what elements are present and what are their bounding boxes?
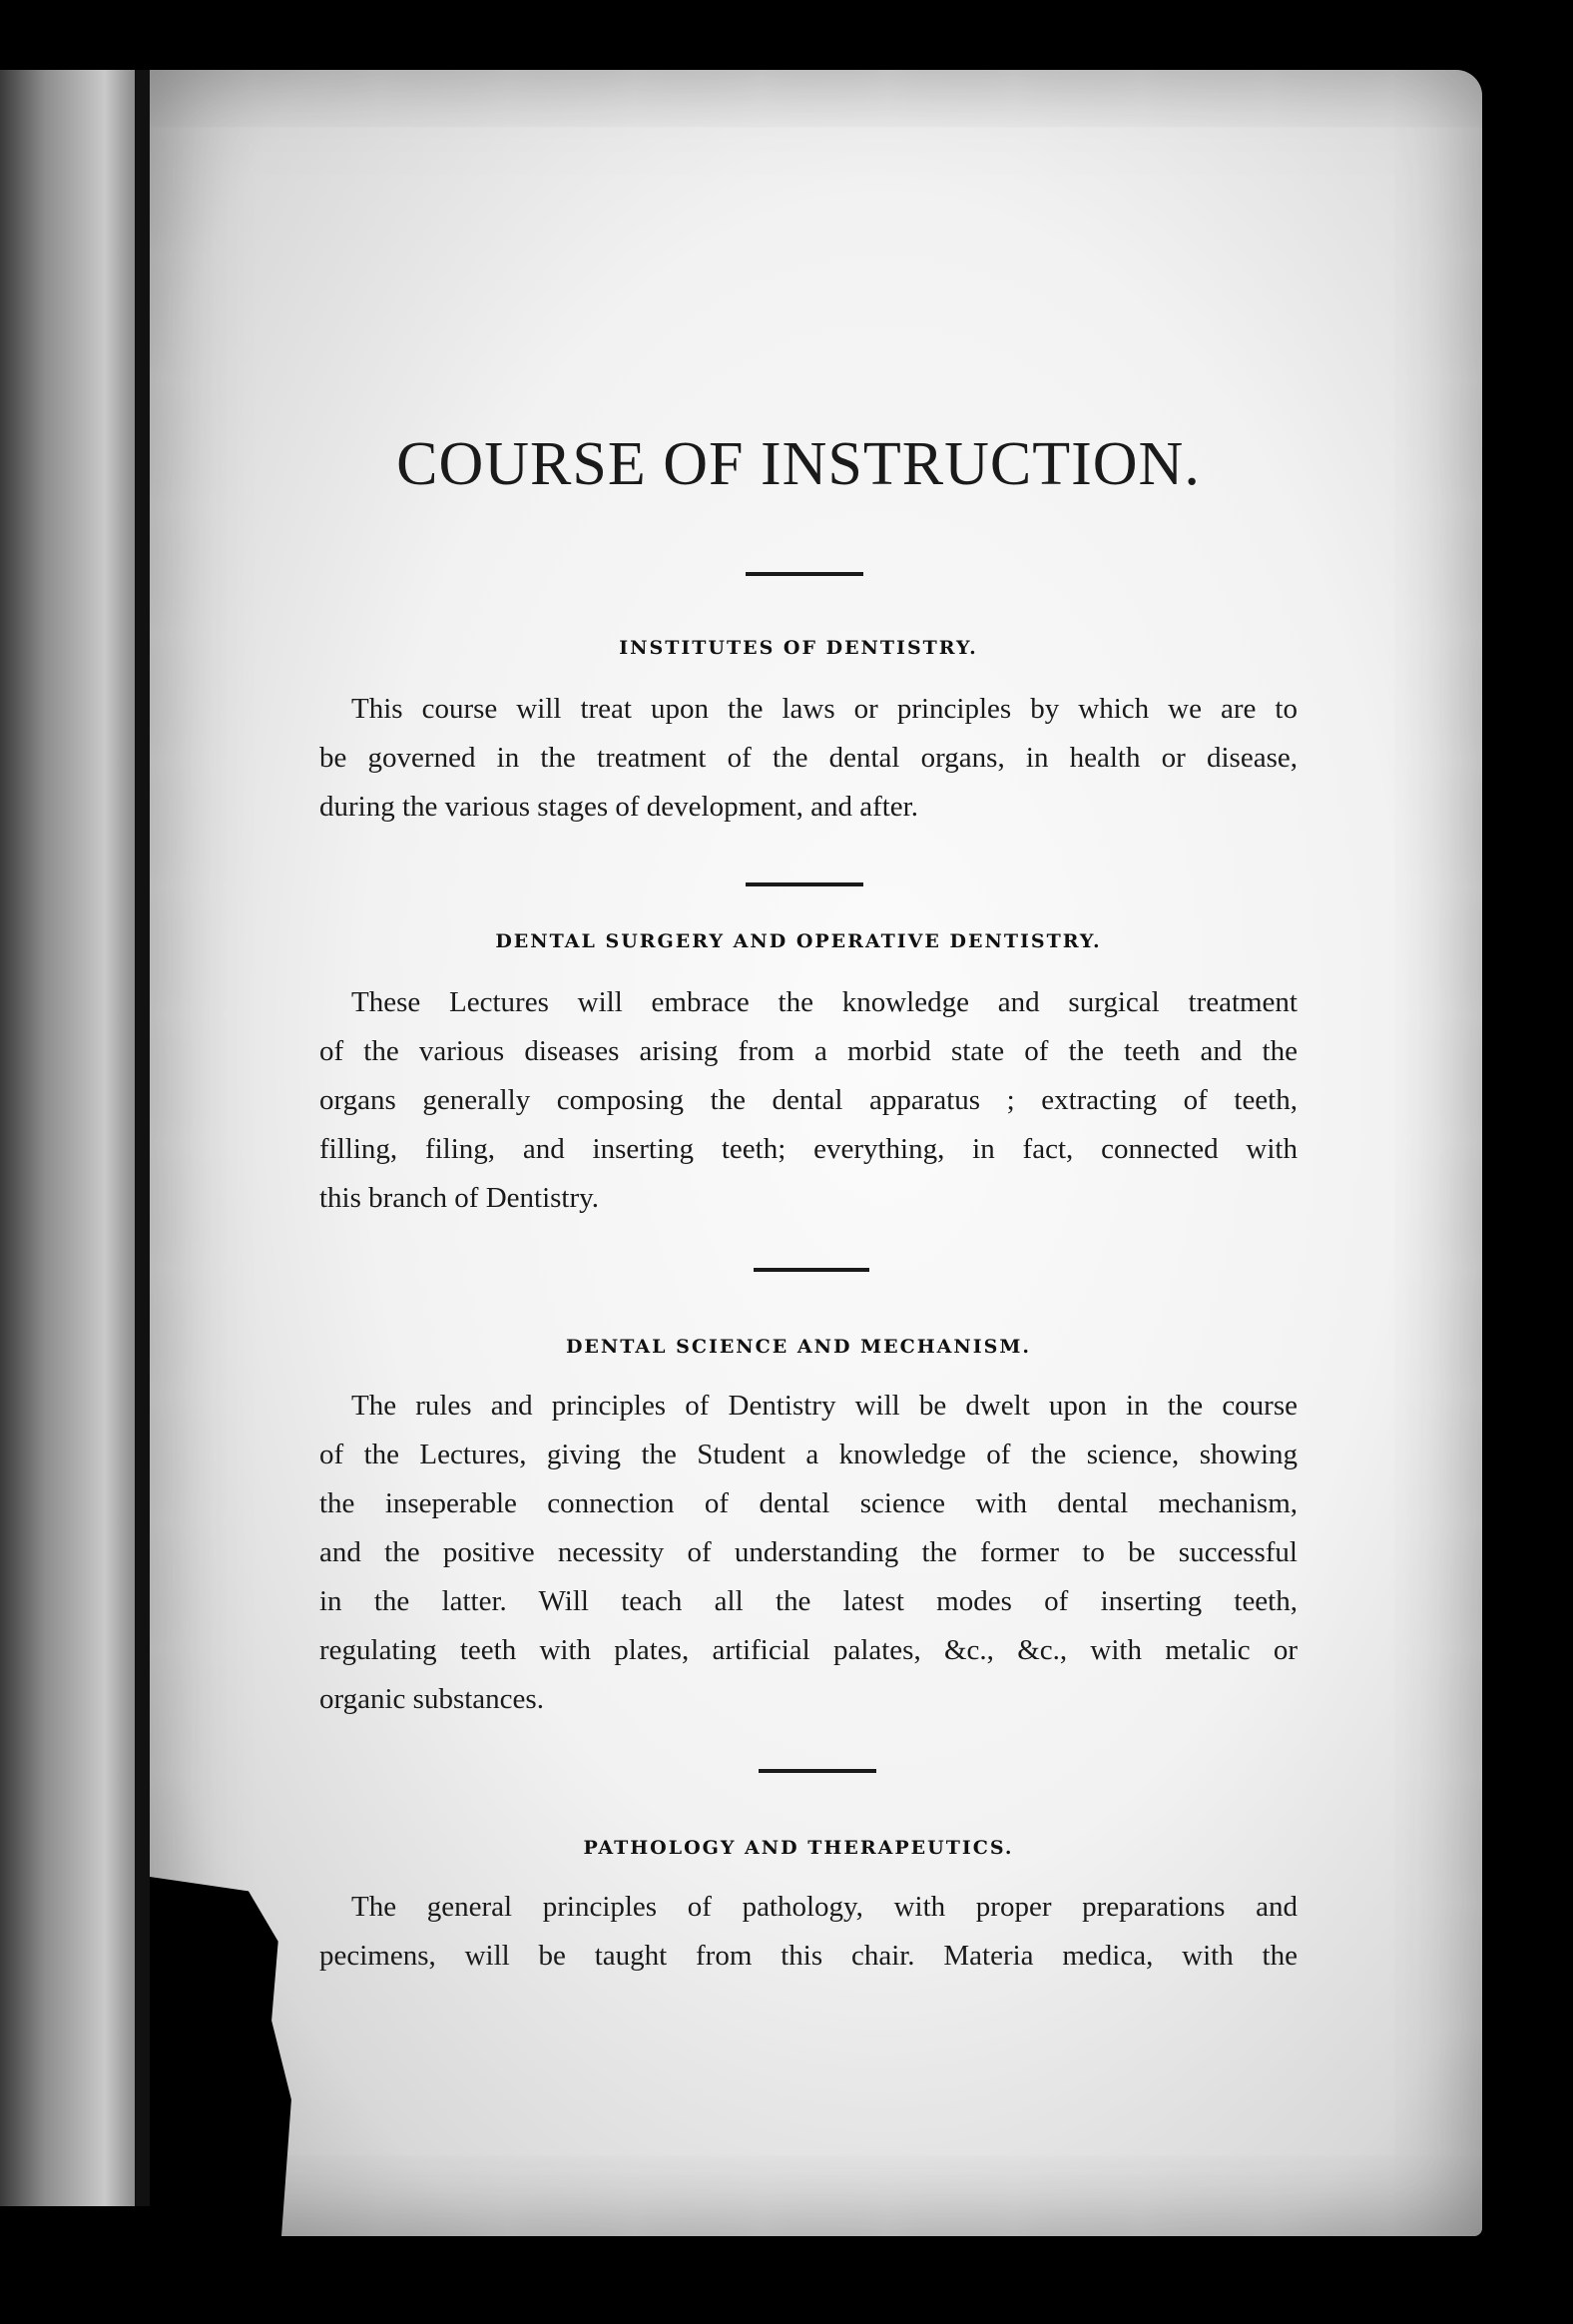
divider-rule: [746, 882, 863, 886]
section-heading-dental-science: DENTAL SCIENCE AND MECHANISM.: [565, 1336, 1032, 1358]
section-body-dental-science: [319, 1382, 1298, 1724]
page-title: COURSE OF INSTRUCTION.: [396, 430, 1201, 498]
text-line: regulating teeth with plates, artificial palates, &c., &c., with metalic or: [319, 1634, 1298, 1666]
text-line: organs generally composing the dental apparatus ; extracting of teeth,: [319, 1084, 1298, 1116]
section-body-pathology: [319, 1883, 1298, 1981]
section-heading-institutes: INSTITUTES OF DENTISTRY.: [619, 637, 978, 659]
text-line: filling, filing, and inserting teeth; everything, in fact, connected with: [319, 1133, 1298, 1165]
text-line: The rules and principles of Dentistry will be dwelt upon in the course: [351, 1390, 1298, 1422]
text-line: organic substances.: [319, 1683, 544, 1715]
text-line: of the Lectures, giving the Student a knowledge of the science, showing: [319, 1439, 1298, 1470]
text-line: These Lectures will embrace the knowledge and surgical treatment: [351, 986, 1298, 1018]
section-heading-dental-surgery: DENTAL SURGERY AND OPERATIVE DENTISTRY.: [495, 930, 1102, 952]
text-line: the inseperable connection of dental science with dental mechanism,: [319, 1487, 1298, 1519]
text-line: This course will treat upon the laws or principles by which we are to: [351, 693, 1298, 725]
facing-page-edge: [0, 70, 150, 2206]
text-line: The general principles of pathology, with proper preparations and: [351, 1891, 1298, 1923]
text-line: be governed in the treatment of the dental organs, in health or disease,: [319, 742, 1298, 774]
section-heading-pathology: PATHOLOGY AND THERAPEUTICS.: [583, 1837, 1014, 1859]
section-body-dental-surgery: [319, 978, 1298, 1223]
divider-rule: [754, 1268, 869, 1272]
text-line: and the positive necessity of understanding the former to be successful: [319, 1536, 1298, 1568]
text-line: this branch of Dentistry.: [319, 1182, 600, 1214]
divider-rule: [759, 1769, 876, 1773]
divider-rule: [746, 572, 863, 576]
section-body-institutes: [319, 685, 1298, 832]
text-line: in the latter. Will teach all the latest modes of inserting teeth,: [319, 1585, 1298, 1617]
text-line: during the various stages of development, and after.: [319, 791, 918, 823]
text-line: of the various diseases arising from a morbid state of the teeth and the: [319, 1035, 1298, 1067]
text-line: pecimens, will be taught from this chair. Materia medica, with the: [319, 1940, 1298, 1972]
